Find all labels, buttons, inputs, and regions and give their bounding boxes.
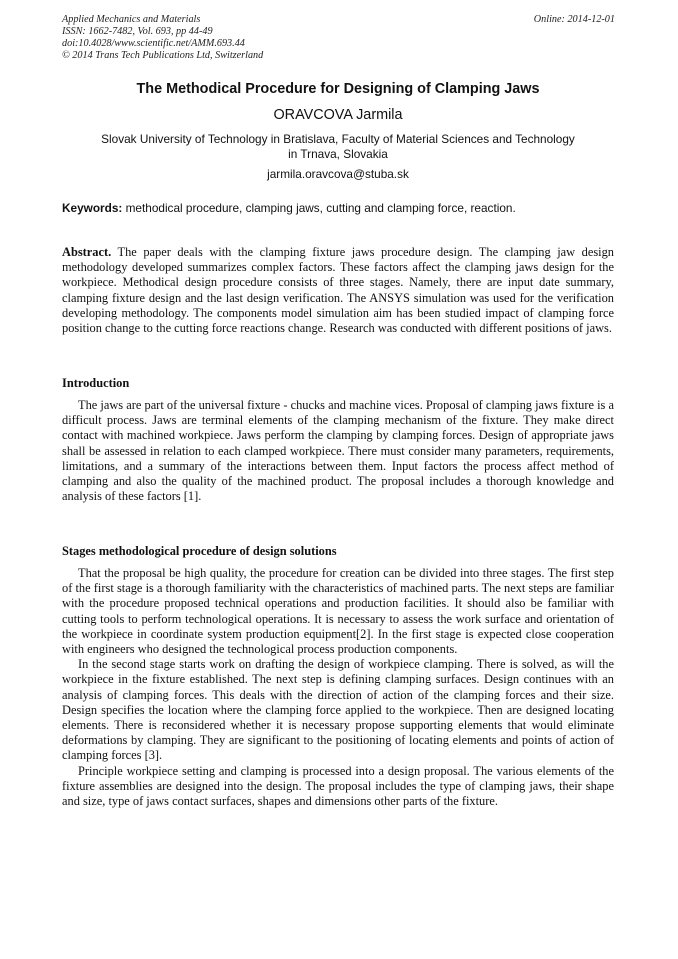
abstract bbox=[62, 245, 614, 336]
paragraph: In the second stage starts work on drafting the design of workpiece clamping. There is solved, as will the workpiece in the fixture established. The next step is defining clamping surfaces. Design continues with an analysis of clamping forces. This deals with the direction of action of the clamping forces and their size. Design specifies the location where the clamping force applied to the workpiece. Then are designed locating elements. There is reconsidered whether it is necessary propose supporting elements that would eliminate deformations by clamping. They are significant to the positioning of locating elements and points of action of clamping forces [3]. bbox=[62, 657, 614, 763]
author-name: ORAVCOVA Jarmila bbox=[273, 107, 403, 123]
affiliation-line-1: Slovak University of Technology in Bratislava, Faculty of Material Sciences and Technology bbox=[101, 132, 575, 146]
paragraph: That the proposal be high quality, the procedure for creation can be divided into three stages. The first step of the first stage is a thorough familiarity with the characteristics of machined parts. The next steps are familiar with the procedure proposed technical operations and production facilities. It should also be familiar with cutting tools to perform technological operations. It is necessary to assess the work surface and orientation of the workpiece in coordinate system production equipment[2]. In the first stage is expected close cooperation with engineers who designed the technological process production components. bbox=[62, 566, 614, 657]
section-heading-stages: Stages methodological procedure of design solutions bbox=[62, 544, 337, 558]
keywords-label: Keywords: bbox=[62, 201, 123, 215]
abstract-label: Abstract. bbox=[62, 245, 112, 259]
abstract-text: The paper deals with the clamping fixture jaws procedure design. The clamping jaw design methodology developed summarizes complex factors. These factors affect the clamping jaws design for the workpiece. Methodical design procedure consists of three stages. Namely, there are input date summary, clamping fixture design and the last design verification. The ANSYS simulation was used for the verification developing methodology. The components model simulation aim has been studied impact of clamping force position change to the cutting force reactions change. Research was conducted with different positions of jaws. bbox=[62, 245, 614, 336]
section-introduction bbox=[62, 398, 614, 504]
journal-copyright: © 2014 Trans Tech Publications Ltd, Switzerland bbox=[62, 50, 264, 61]
affiliation bbox=[62, 132, 614, 162]
journal-name: Applied Mechanics and Materials bbox=[62, 14, 201, 25]
section-heading-introduction: Introduction bbox=[62, 376, 130, 390]
author-email: jarmila.oravcova@stuba.sk bbox=[267, 167, 409, 181]
keywords-text: methodical procedure, clamping jaws, cutting and clamping force, reaction. bbox=[122, 201, 516, 215]
journal-info bbox=[62, 14, 263, 62]
paragraph: Principle workpiece setting and clamping is processed into a design proposal. The various elements of the fixture assemblies are designed into the design. The proposal includes the type of clamping jaws, their shape and size, type of jaws contact surfaces, shapes and dimensions other parts of the fixture. bbox=[62, 763, 614, 809]
journal-doi: doi:10.4028/www.scientific.net/AMM.693.44 bbox=[62, 38, 245, 49]
paragraph: The jaws are part of the universal fixture - chucks and machine vices. Proposal of clamping jaws fixture is a difficult process. Jaws are terminal elements of the clamping mechanism of the fixture. They make direct contact with machined workpiece. Jaws perform the clamping by clamping forces. Design of appropriate jaws shall be assessed in relation to each clamped workpiece. There must consider many parameters, requirements, limitations, and a summary of the interactions between them. Input factors the process affect method of clamping and also the quality of the machined product. The proposal includes a thorough knowledge and analysis of these factors [1]. bbox=[62, 398, 614, 504]
affiliation-line-2: in Trnava, Slovakia bbox=[288, 147, 388, 161]
paper-title: The Methodical Procedure for Designing of Clamping Jaws bbox=[136, 81, 540, 97]
keywords bbox=[62, 201, 614, 216]
online-date: Online: 2014-12-01 bbox=[533, 14, 615, 25]
journal-issn: ISSN: 1662-7482, Vol. 693, pp 44-49 bbox=[62, 26, 213, 37]
section-stages bbox=[62, 566, 614, 809]
